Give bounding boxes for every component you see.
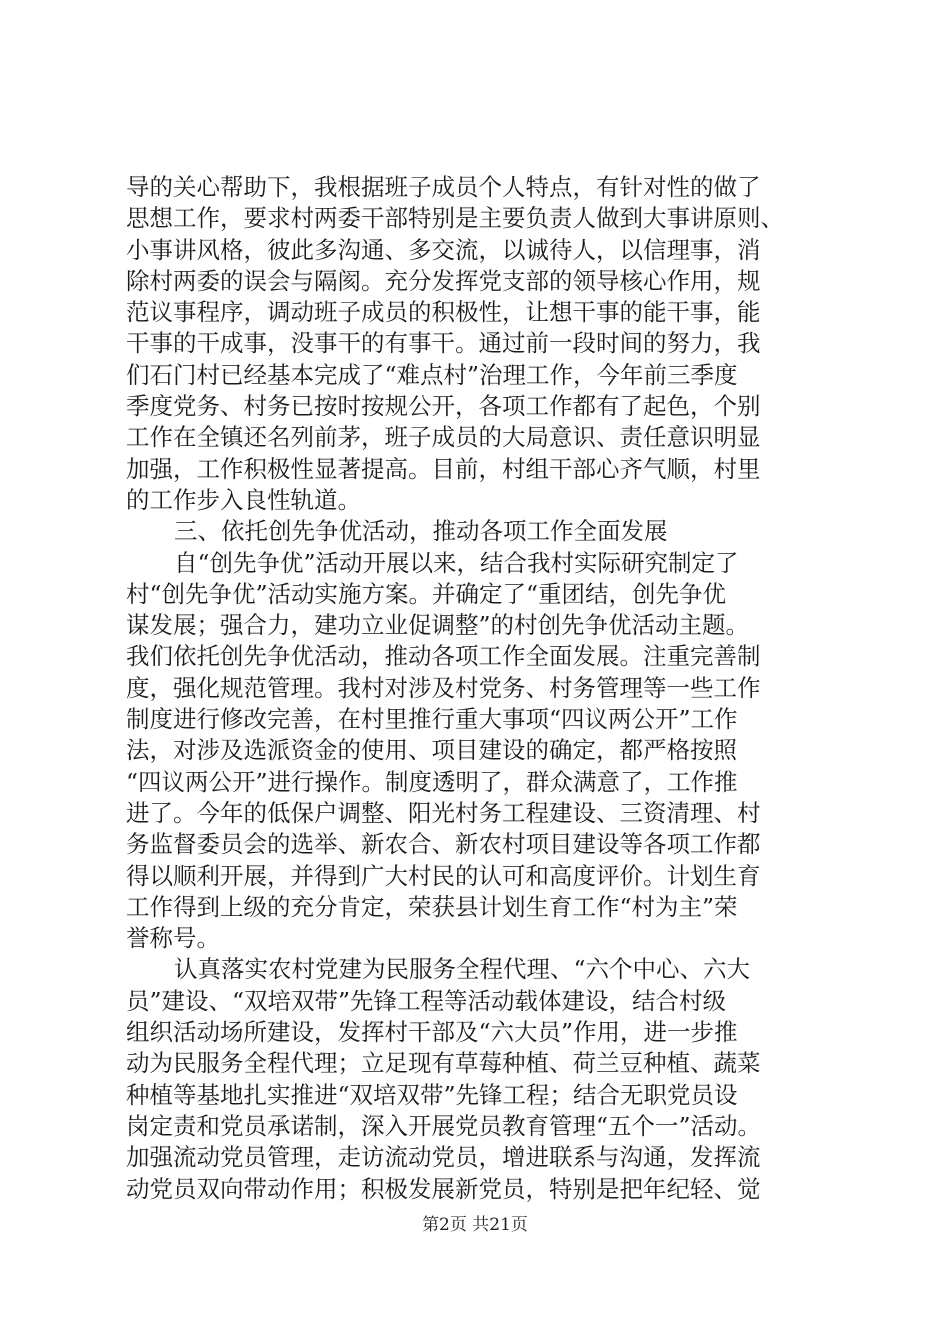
text-line: 村“创先争优”活动实施方案。并确定了“重团结，创先争优 — [126, 579, 727, 608]
text-line: 范议事程序，调动班子成员的积极性，让想干事的能干事，能 — [126, 298, 761, 327]
text-line: 法，对涉及选派资金的使用、项目建设的确定，都严格按照 — [126, 736, 737, 765]
text-line: 动党员双向带动作用；积极发展新党员，特别是把年纪轻、觉 — [126, 1174, 761, 1203]
text-line: 种植等基地扎实推进“双培双带”先锋工程；结合无职党员设 — [126, 1080, 738, 1109]
text-line: 度，强化规范管理。我村对涉及村党务、村务管理等一些工作 — [126, 673, 761, 702]
text-line: 加强，工作积极性显著提高。目前，村组干部心齐气顺，村里 — [126, 454, 761, 483]
text-line: 自“创先争优”活动开展以来，结合我村实际研究制定了 — [174, 548, 739, 577]
text-line: 制度进行修改完善，在村里推行重大事项“四议两公开”工作 — [126, 705, 738, 734]
text-line: 工作在全镇还名列前茅，班子成员的大局意识、责任意识明显 — [126, 423, 761, 452]
text-line: 工作得到上级的充分肯定，荣获县计划生育工作“村为主”荣 — [126, 892, 738, 921]
text-line: 导的关心帮助下，我根据班子成员个人特点，有针对性的做了 — [126, 173, 761, 201]
text-line: 进了。今年的低保户调整、阳光村务工程建设、三资清理、村 — [126, 798, 761, 827]
text-line: 除村两委的误会与隔阂。充分发挥党支部的领导核心作用，规 — [126, 266, 761, 295]
text-line: 小事讲风格，彼此多沟通、多交流，以诚待人，以信理事，消 — [126, 235, 761, 264]
text-line: 们石门村已经基本完成了“难点村”治理工作，今年前三季度 — [126, 360, 738, 389]
text-line: 干事的干成事，没事干的有事干。通过前一段时间的努力，我 — [126, 329, 761, 358]
text-line: 我们依托创先争优活动，推动各项工作全面发展。注重完善制 — [126, 642, 761, 671]
text-line: 谋发展；强合力，建功立业促调整”的村创先争优活动主题。 — [126, 611, 750, 640]
text-line: 加强流动党员管理，走访流动党员，增进联系与沟通，发挥流 — [126, 1143, 761, 1172]
text-line: 得以顺利开展，并得到广大村民的认可和高度评价。计划生育 — [126, 861, 761, 890]
text-line: 动为民服务全程代理；立足现有草莓种植、荷兰豆种植、蔬菜 — [126, 1049, 761, 1078]
text-line: 的工作步入良性轨道。 — [126, 485, 361, 514]
text-line: 认真落实农村党建为民服务全程代理、“六个中心、六大 — [174, 955, 751, 984]
text-line: 思想工作，要求村两委干部特别是主要负责人做到大事讲原则、 — [126, 204, 784, 233]
text-line: 岗定责和党员承诺制，深入开展党员教育管理“五个一”活动。 — [126, 1111, 762, 1140]
text-line: 务监督委员会的选举、新农合、新农村项目建设等各项工作都 — [126, 830, 761, 859]
text-line: 员”建设、“双培双带”先锋工程等活动载体建设，结合村级 — [126, 986, 727, 1015]
page-number: 第2页 共21页 — [422, 1215, 528, 1235]
text-line: “四议两公开”进行操作。制度透明了，群众满意了，工作推 — [126, 767, 738, 796]
body-text — [126, 172, 826, 1205]
text-line: 季度党务、村务已按时按规公开，各项工作都有了起色，个别 — [126, 392, 761, 421]
section-heading: 三、依托创先争优活动，推动各项工作全面发展 — [174, 517, 668, 546]
text-line: 誉称号。 — [126, 924, 220, 953]
text-line: 组织活动场所建设，发挥村干部及“六大员”作用，进一步推 — [126, 1018, 738, 1047]
